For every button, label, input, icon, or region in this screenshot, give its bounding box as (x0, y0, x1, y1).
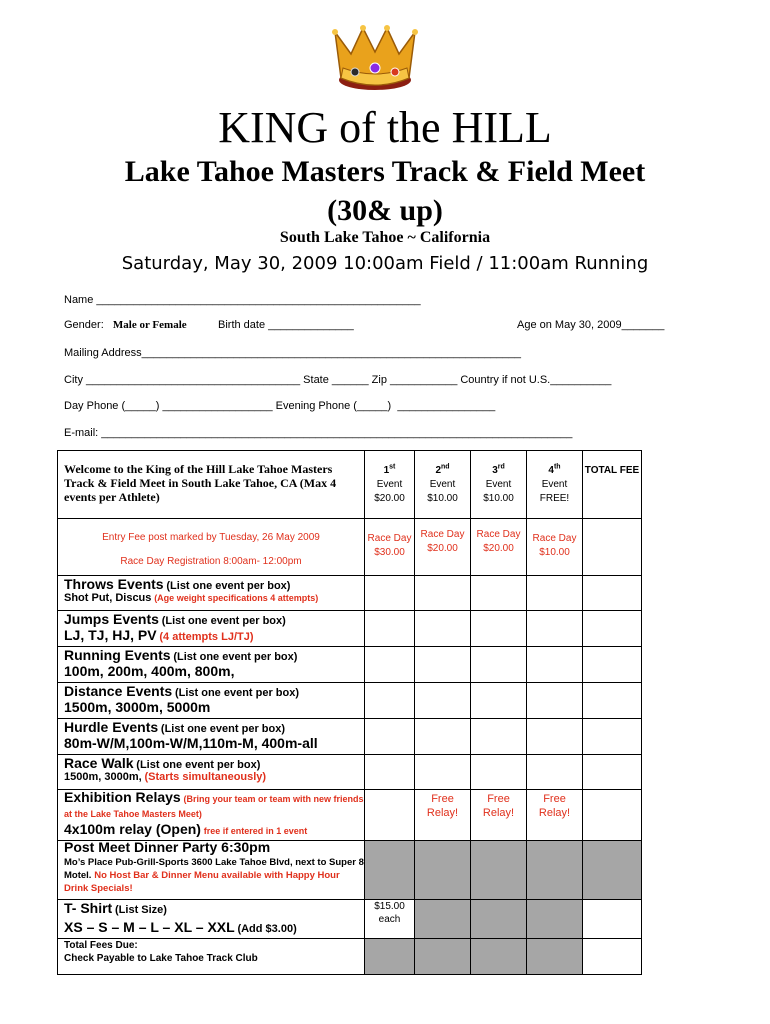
email-field[interactable]: E-mail: _____________________________________________________________________________ (64, 427, 573, 439)
total-box[interactable] (583, 683, 642, 719)
race-walk-label: Race Walk (List one event per box) 1500m, 3000m, (Starts simultaneously) (58, 755, 365, 790)
entry-fee-deadline: Entry Fee post marked by Tuesday, 26 May 2009 Race Day Registration 8:00am- 12:00pm (58, 519, 365, 576)
event-box[interactable] (365, 790, 415, 841)
total-box[interactable] (583, 719, 642, 755)
throws-row (58, 576, 642, 611)
mailing-address-field[interactable]: Mailing Address______________________________________________________________ (64, 347, 521, 359)
event-box[interactable] (471, 647, 527, 683)
event-box[interactable] (365, 611, 415, 647)
event-box[interactable] (471, 611, 527, 647)
event-box[interactable] (471, 755, 527, 790)
name-field[interactable]: Name _____________________________________________________ (64, 294, 421, 306)
total-box[interactable] (583, 576, 642, 611)
race-day-fee-4: Race Day $10.00 (527, 519, 583, 576)
distance-row (58, 683, 642, 719)
page-title: KING of the HILL (218, 103, 552, 152)
race-day-fee-1: Race Day $30.00 (365, 519, 415, 576)
event-box[interactable] (365, 755, 415, 790)
birth-date-field[interactable]: Birth date ______________ (218, 319, 354, 331)
tshirt-row (58, 900, 642, 939)
throws-label: Throws Events (List one event per box) Shot Put, Discus (Age weight specifications 4 attempts) (58, 576, 365, 611)
total-box[interactable] (583, 611, 642, 647)
dinner-label: Post Meet Dinner Party 6:30pm Mo’s Place Pub-Grill-Sports 3600 Lake Tahoe Blvd, next to Super 8 Motel. No Host Bar & Dinner Menu available with Happy Hour Drink Specials! (58, 841, 365, 900)
total-box[interactable] (583, 647, 642, 683)
tshirt-price: $15.00 each (365, 900, 415, 939)
location: South Lake Tahoe ~ California (279, 229, 491, 246)
gender-options[interactable]: Male or Female (112, 319, 187, 331)
race-walk-row (58, 755, 642, 790)
event-box[interactable] (365, 683, 415, 719)
event-box[interactable] (365, 719, 415, 755)
fee-schedule-row (58, 519, 642, 576)
jumps-row (58, 611, 642, 647)
event-box[interactable] (527, 611, 583, 647)
total-row (58, 939, 642, 975)
hurdle-row (58, 719, 642, 755)
relays-label: Exhibition Relays (Bring your team or team with new friends at the Lake Tahoe Masters Meet) 4x100m relay (Open) free if entered in 1 event (58, 790, 365, 841)
event-col-2: 2nd Event $10.00 (415, 451, 471, 519)
event-box[interactable] (415, 719, 471, 755)
running-row (58, 647, 642, 683)
free-relay-4: Free Relay! (527, 790, 583, 841)
free-relay-3: Free Relay! (471, 790, 527, 841)
event-box[interactable] (415, 611, 471, 647)
event-box[interactable] (527, 719, 583, 755)
relays-row (58, 790, 642, 841)
event-box[interactable] (415, 576, 471, 611)
welcome-text: Welcome to the King of the Hill Lake Tahoe Masters Track & Field Meet in South Lake Tahoe, CA (Max 4 events per Athlete) (58, 451, 365, 519)
free-relay-2: Free Relay! (415, 790, 471, 841)
event-fee-table (57, 450, 642, 975)
race-day-fee-3: Race Day $20.00 (471, 519, 527, 576)
event-box[interactable] (471, 576, 527, 611)
event-box[interactable] (527, 683, 583, 719)
event-box[interactable] (471, 719, 527, 755)
distance-label: Distance Events (List one event per box) 1500m, 3000m, 5000m (58, 683, 365, 719)
dinner-row (58, 841, 642, 900)
grand-total-box[interactable] (583, 939, 642, 975)
total-box[interactable] (583, 755, 642, 790)
table-header-row (58, 451, 642, 519)
event-col-3: 3rd Event $10.00 (471, 451, 527, 519)
phone-field[interactable]: Day Phone (_____) __________________ Evening Phone (_____) ________________ (64, 400, 496, 412)
total-fees-label: Total Fees Due: Check Payable to Lake Tahoe Track Club (58, 939, 365, 975)
event-box[interactable] (365, 576, 415, 611)
event-col-4: 4th Event FREE! (527, 451, 583, 519)
event-box[interactable] (527, 576, 583, 611)
age-group: (30& up) (327, 194, 443, 227)
meet-date: Saturday, May 30, 2009 10:00am Field / 11:00am Running (121, 253, 649, 274)
event-box[interactable] (471, 683, 527, 719)
meet-name: Lake Tahoe Masters Track & Field Meet (124, 155, 646, 188)
event-box[interactable] (415, 683, 471, 719)
city-state-zip-field[interactable]: City ___________________________________ State ______ Zip ___________ Country if not U.S.__________ (64, 374, 612, 386)
event-box[interactable] (415, 647, 471, 683)
hurdle-label: Hurdle Events (List one event per box) 80m-W/M,100m-W/M,110m-M, 400m-all (58, 719, 365, 755)
running-label: Running Events (List one event per box) 100m, 200m, 400m, 800m, (58, 647, 365, 683)
gender-field[interactable] (64, 319, 187, 331)
event-box[interactable] (527, 647, 583, 683)
jumps-label: Jumps Events (List one event per box) LJ, TJ, HJ, PV (4 attempts LJ/TJ) (58, 611, 365, 647)
total-box[interactable] (583, 790, 642, 841)
event-box[interactable] (365, 647, 415, 683)
total-fee-header: TOTAL FEE (583, 451, 642, 519)
race-day-fee-2: Race Day $20.00 (415, 519, 471, 576)
total-box[interactable] (583, 900, 642, 939)
crown-logo (329, 22, 421, 94)
event-col-1: 1st Event $20.00 (365, 451, 415, 519)
event-box[interactable] (415, 755, 471, 790)
tshirt-label: T- Shirt (List Size) XS – S – M – L – XL – XXL (Add $3.00) (58, 900, 365, 939)
gender-label: Gender: (64, 319, 104, 331)
event-box[interactable] (527, 755, 583, 790)
age-field[interactable]: Age on May 30, 2009_______ (517, 319, 665, 331)
